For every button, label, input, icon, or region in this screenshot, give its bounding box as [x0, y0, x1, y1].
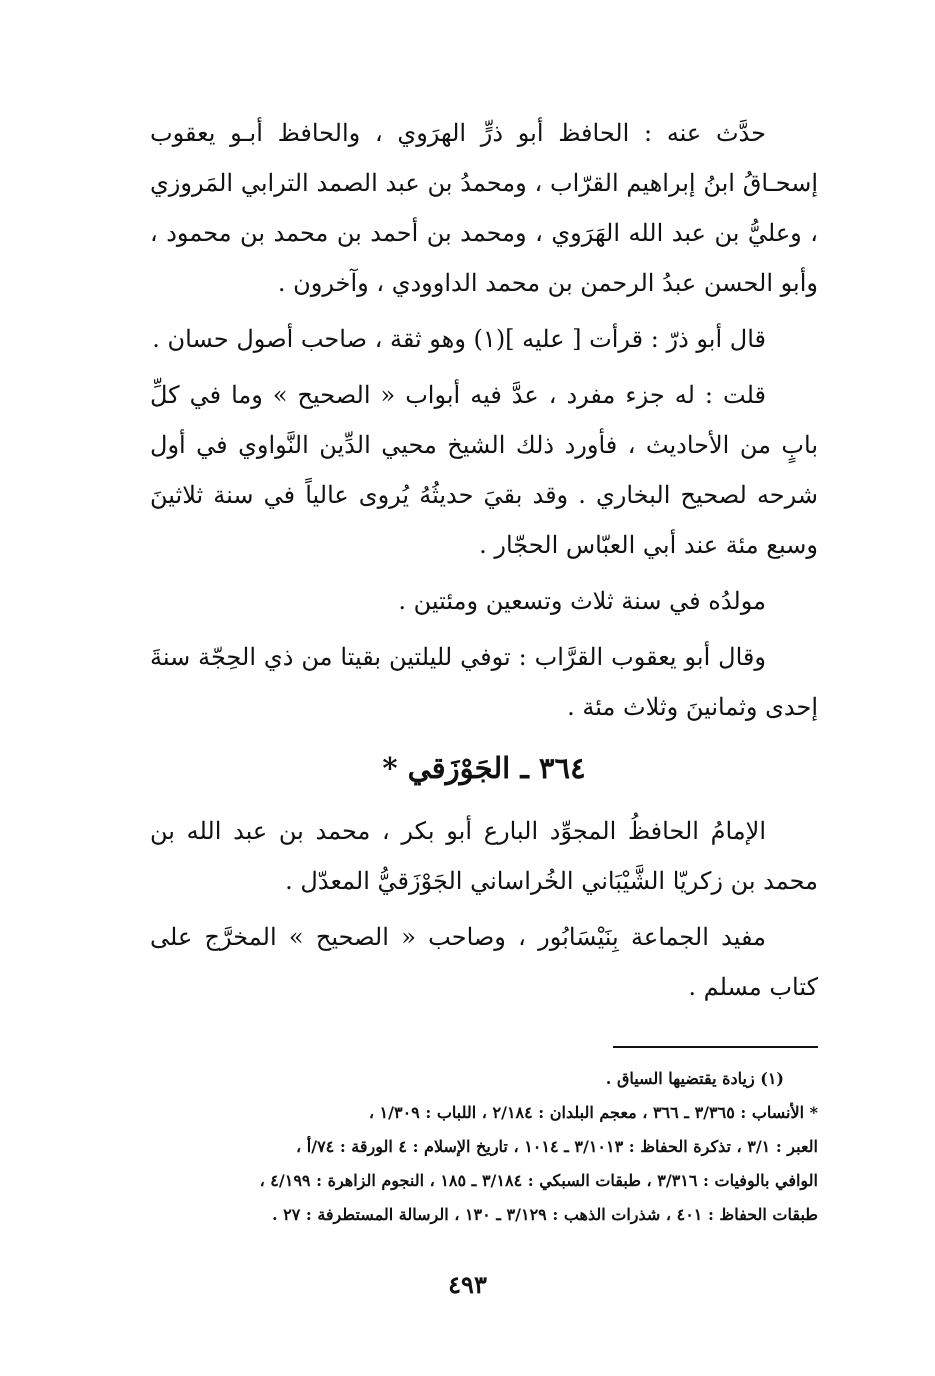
footnote-sources-line: طبقات الحفاظ : ٤٠١ ، شذرات الذهب : ٣/١٢٩ ـ ١٣٠ ، الرسالة المستطرفة : ٢٧ .	[271, 1205, 818, 1224]
paragraph-comment: قلت : له جزء مفرد ، عدَّ فيه أبواب « الصحيح » وما في كلِّ بابٍ من الأحاديث ، فأورد ذلك الشيخ محيي الدِّين النَّواوي في أول شرحه لصحيح البخاري . وقد بقيَ حديثُهُ يُروى عالياً في سنة ثلاثينَ وسبع مئة عند أبي العبّاس الحجّار .	[150, 381, 818, 559]
paragraph-narrators: حدَّث عنه : الحافظ أبو ذرٍّ الهرَوي ، والحافظ أبـو يعقوب إسحـاقُ ابنُ إبراهيم القرّاب ، ومحمدُ بن عبد الصمد الترابي المَروزي ، وعليُّ بن عبد الله الهَرَوي ، ومحمد بن أحمد بن محمد بن محمود ، وأبو الحسن عبدُ الرحمن بن محمد الداوودي ، وآخرون .	[150, 119, 818, 297]
footnote-sources-line: العبر : ٣/١ ، تذكرة الحفاظ : ٣/١٠١٣ ـ ١٠١٤ ، تاريخ الإسلام : ٤ الورقة : ٧٤/أ ،	[296, 1137, 818, 1156]
footnote-divider	[613, 1046, 818, 1048]
footnote-1: (١) زيادة يقتضيها السياق .	[605, 1069, 784, 1088]
paragraph-abu-dharr: قال أبو ذرّ : قرأت [ عليه ](١) وهو ثقة ، صاحب أصول حسان .	[152, 325, 766, 353]
footnote-sources-line: الوافي بالوفيات : ٣/٣١٦ ، طبقات السبكي : ٣/١٨٤ ـ ١٨٥ ، النجوم الزاهرة : ٤/١٩٩ ،	[259, 1171, 818, 1190]
paragraph-sahih: مفيد الجماعة بِنَيْسَابُور ، وصاحب « الصحيح » المخرَّج على كتاب مسلم .	[150, 923, 818, 1001]
paragraph-birth: مولدُه في سنة ثلاث وتسعين ومئتين .	[398, 587, 766, 615]
footnote-sources-line: * الأنساب : ٣/٣٦٥ ـ ٣٦٦ ، معجم البلدان : ٢/١٨٤ ، اللباب : ١/٣٠٩ ،	[368, 1103, 818, 1122]
paragraph-death: وقال أبو يعقوب القرَّاب : توفي لليلتين بقيتا من ذي الحِجّة سنةَ إحدى وثمانينَ وثلاث مئة .	[150, 643, 818, 721]
footnotes	[150, 1046, 818, 1232]
entry-heading: ٣٦٤ ـ الجَوْزَقي *	[382, 751, 586, 785]
main-text	[150, 108, 818, 1018]
page-number: ٤٩٣	[448, 1270, 487, 1299]
paragraph-biography: الإمامُ الحافظُ المجوِّد البارع أبو بكر ، محمد بن عبد الله بن محمد بن زكريّا الشَّيْبَاني الخُراساني الجَوْزَقيُّ المعدّل .	[150, 817, 818, 895]
